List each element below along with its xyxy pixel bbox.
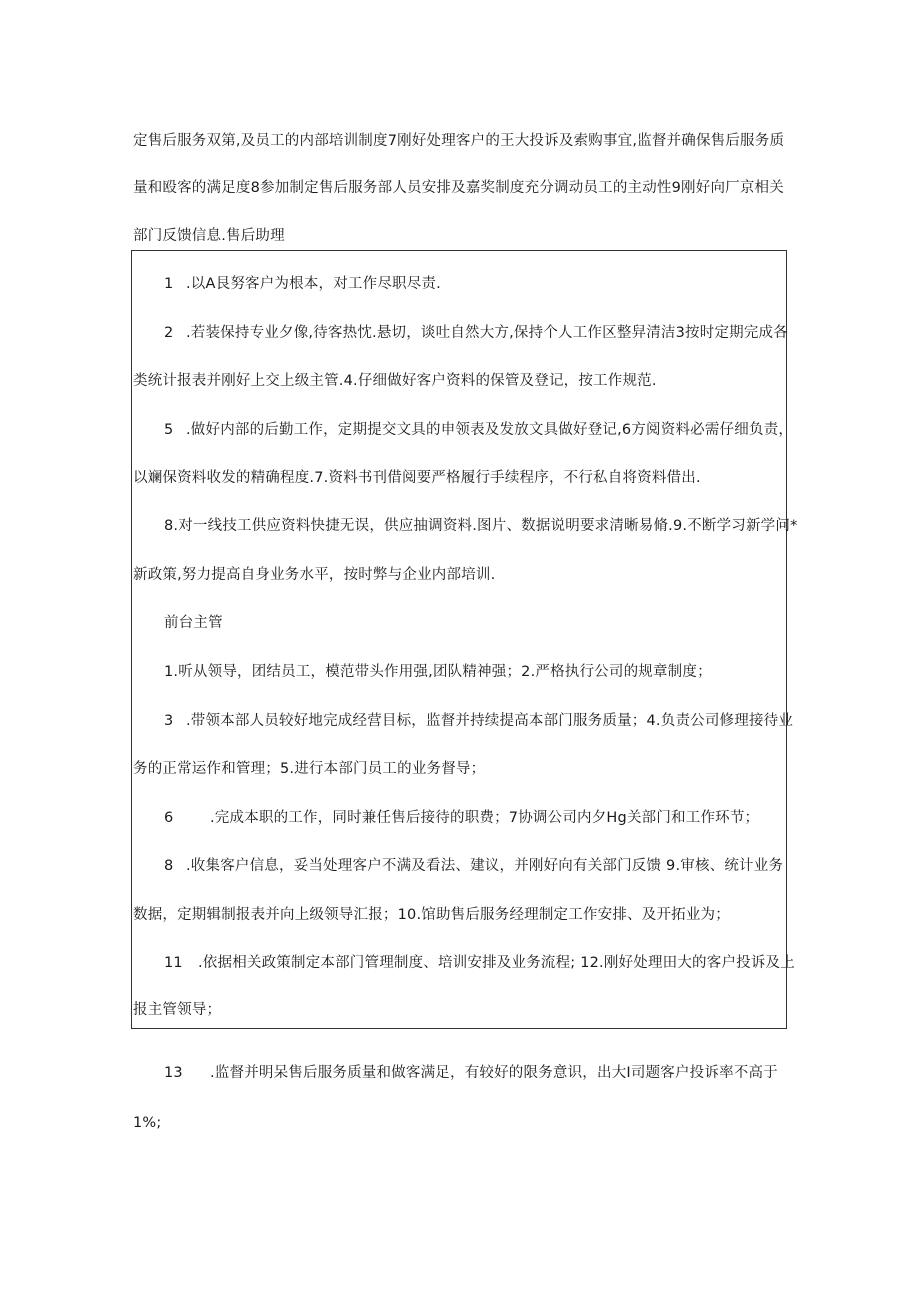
item-fd-1: 1.听从领导，团结员工，模范带头作用强,团队精神强；2.严格执行公司的规章制度；: [164, 664, 712, 680]
item-number: 2: [164, 325, 174, 341]
item-text: .若装保持专业夕像,待客热忱.悬切，谈吐自然大方,保持个人工作区整舁清洁3按时定期完成各: [186, 325, 788, 341]
item-5-cont: 以斓保资料收发的精确程度.7.资料书刊借阅要严格履行手续程序，不行私自将资料借出.: [133, 470, 701, 486]
item-text: .以A艮努客户为根本，对工作尽职尽责.: [186, 276, 441, 292]
item-8-cont: 新政策,努力提高自身业务水平，按时弊与企业内部培训.: [133, 567, 496, 583]
item-text: .完成本职的工作，同时兼任售后接待的职费；7协调公司内夕Hg关部门和工作环节；: [210, 810, 760, 826]
item-number: 6: [164, 810, 174, 826]
item-number: 1: [164, 276, 174, 292]
item-number: 3: [164, 713, 174, 729]
intro-line-1: 定售后服务双第,及员工的内部培训制度7刚好处理客户的王大投诉及索购事宜,监督并确保售后服务质: [133, 133, 785, 149]
item-fd-11-cont: 报主管领导；: [133, 1002, 222, 1018]
intro-line-3: 部门反馈信息.售后助理: [133, 228, 285, 244]
item-text: .收集客户信息，妥当处理客户不满及看法、建议，并刚好向有关部门反馈 9.审核、统计业务: [186, 858, 784, 874]
item-number: 13: [164, 1065, 183, 1081]
item-text: .带领本部人员较好地完成经营目标，监督并持续提高本部门服务质量；4.负责公司修理接待业: [186, 713, 794, 729]
item-fd-3-cont: 务的正常运作和管理；5.进行本部门员工的业务督导；: [133, 761, 486, 777]
item-text: .监督并明呆售后服务质量和做客满足，有较好的限务意识，出大I司题客户投诉率不高于: [210, 1065, 778, 1081]
item-number: 11: [164, 955, 183, 971]
intro-line-2: 量和殴客的满足度8参加制定售后服务部人员安排及嘉奖制度充分调动员工的主动性9刚好向厂京相关: [133, 180, 784, 196]
item-text: .做好内部的后勤工作，定期提交文具的申领表及发放文具做好登记,6方阅资料必需仔细负责，: [186, 422, 794, 438]
item-2-cont: 类统计报表并刚好上交上级主管.4.仔细做好客户资料的保管及登记，按工作规范.: [133, 373, 657, 389]
item-fd-8-cont: 数据，定期辑制报表并向上级领导汇报；10.馆助售后服务经理制定工作安排、及开拓业为；: [133, 907, 730, 923]
item-number: 8: [164, 858, 174, 874]
item-number: 5: [164, 422, 174, 438]
item-13-cont: 1%;: [133, 1115, 162, 1131]
section-heading: 前台主管: [164, 615, 223, 631]
item-text: .依据相关政策制定本部门管理制度、培训安排及业务流程; 12.刚好处理田大的客户投诉及上: [198, 955, 795, 971]
item-8: 8.对一线技工供应资料快捷无误，供应抽调资料.图片、数据说明要求清晰易脩.9.不断学习新学问*: [164, 518, 798, 534]
